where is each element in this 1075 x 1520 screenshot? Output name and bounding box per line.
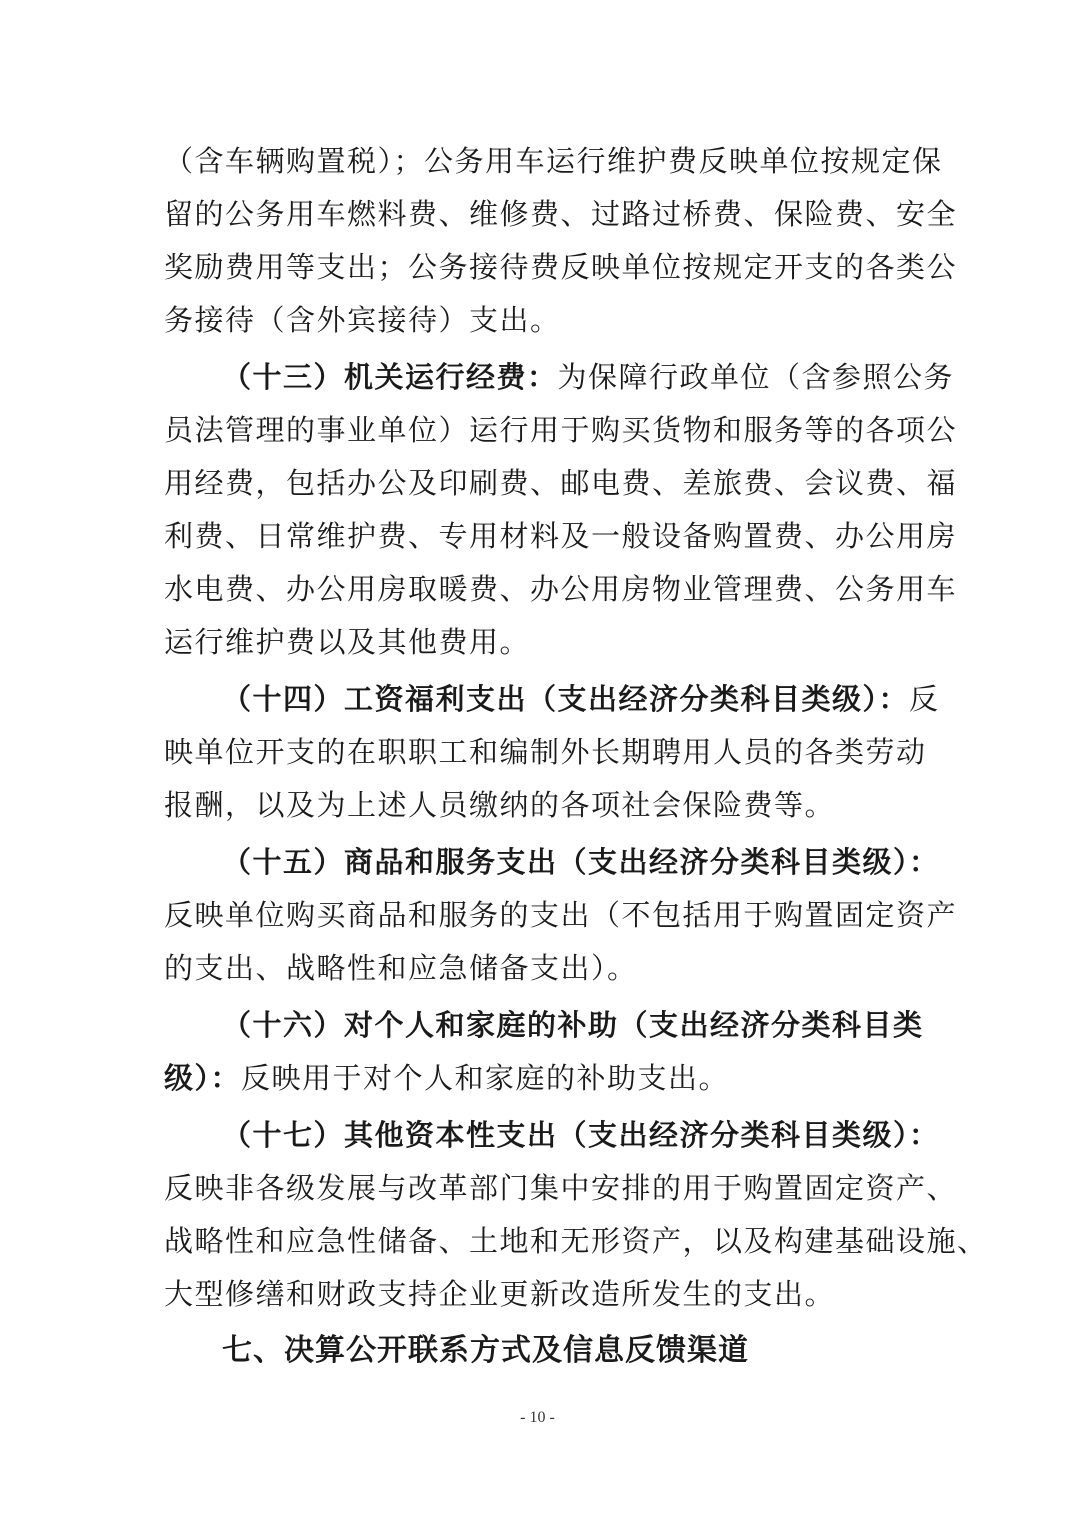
definition-text: 为保障行政单位（含参照公务 xyxy=(557,360,955,394)
paragraph-line: （含车辆购置税）；公务用车运行维护费反映单位按规定保 xyxy=(164,144,943,178)
paragraph-line: 大型修缮和财政支持企业更新改造所发生的支出。 xyxy=(164,1277,836,1311)
section-heading: 七、决算公开联系方式及信息反馈渠道 xyxy=(222,1333,749,1368)
definition-item-16 xyxy=(222,1007,982,1043)
paragraph-line: 水电费、办公用房取暖费、办公用房物业管理费、公务用车 xyxy=(164,572,958,606)
paragraph-line: 利费、日常维护费、专用材料及一般设备购置费、办公用房 xyxy=(164,519,958,553)
definition-item-13 xyxy=(222,359,982,395)
paragraph-line: 报酬，以及为上述人员缴纳的各项社会保险费等。 xyxy=(164,788,836,822)
paragraph-line: 留的公务用车燃料费、维修费、过路过桥费、保险费、安全 xyxy=(164,197,958,231)
definition-term: （十六）对个人和家庭的补助（支出经济分类科目类 xyxy=(222,1008,924,1042)
paragraph-line: 务接待（含外宾接待）支出。 xyxy=(164,303,561,337)
paragraph-line: 用经费，包括办公及印刷费、邮电费、差旅费、会议费、福 xyxy=(164,466,958,500)
paragraph-line: 员法管理的事业单位）运行用于购买货物和服务等的各项公 xyxy=(164,413,958,447)
paragraph-line: 战略性和应急性储备、土地和无形资产，以及构建基础设施、 xyxy=(164,1224,988,1258)
definition-item-15 xyxy=(222,844,982,880)
definition-text: 反 xyxy=(909,682,940,716)
definition-term: （十四）工资福利支出（支出经济分类科目类级）： xyxy=(222,682,910,716)
definition-term: （十三）机关运行经费： xyxy=(222,360,558,394)
paragraph-line: 映单位开支的在职职工和编制外长期聘用人员的各类劳动 xyxy=(164,735,927,769)
paragraph-line: 运行维护费以及其他费用。 xyxy=(164,625,531,659)
definition-text: 反映用于对个人和家庭的补助支出。 xyxy=(241,1061,730,1095)
page-number: - 10 - xyxy=(520,1409,555,1426)
paragraph-line: 奖励费用等支出；公务接待费反映单位按规定开支的各类公 xyxy=(164,250,958,284)
definition-term: （十七）其他资本性支出（支出经济分类科目类级）： xyxy=(222,1118,940,1152)
definition-item-14 xyxy=(222,681,982,717)
definition-term-continued: 级）： xyxy=(164,1061,242,1095)
paragraph-line: 反映非各级发展与改革部门集中安排的用于购置固定资产、 xyxy=(164,1171,958,1205)
definition-term: （十五）商品和服务支出（支出经济分类科目类级）： xyxy=(222,845,940,879)
definition-item-17 xyxy=(222,1117,982,1153)
paragraph-line xyxy=(164,1060,924,1096)
paragraph-line: 反映单位购买商品和服务的支出（不包括用于购置固定资产 xyxy=(164,898,958,932)
paragraph-line: 的支出、战略性和应急储备支出）。 xyxy=(164,951,638,985)
